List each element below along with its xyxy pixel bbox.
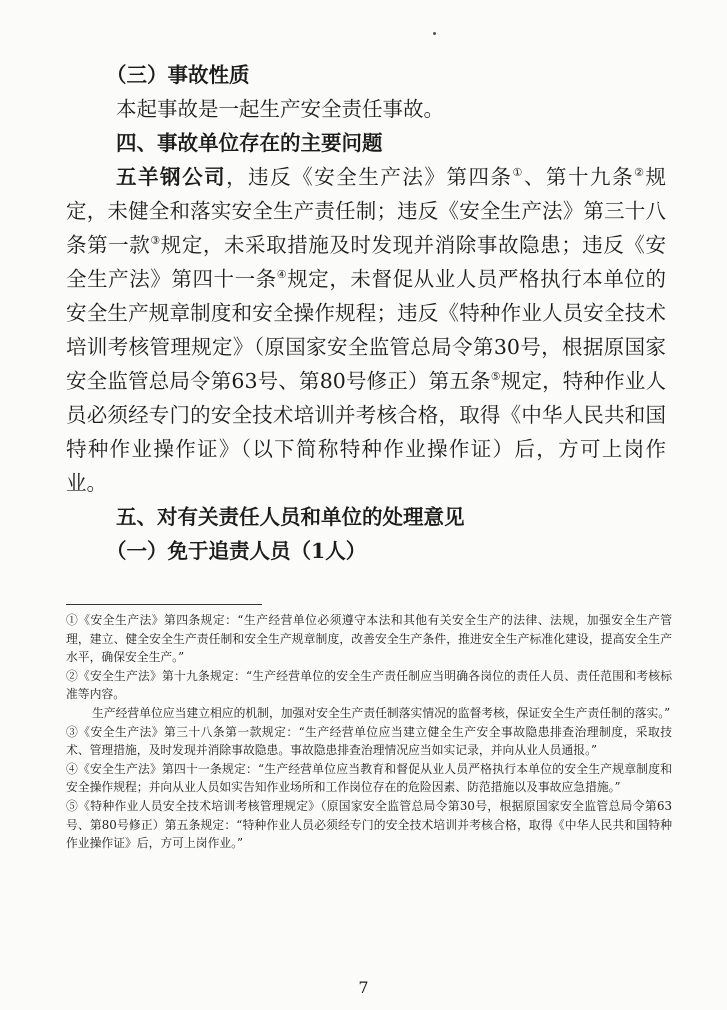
footnote-ref-2[interactable]: ②	[634, 166, 646, 179]
section-heading-problems: 四、事故单位存在的主要问题	[116, 131, 383, 155]
problems-text-6: 规定，特种作业人员必须经专门的安全技术培训并考核合格，取得《中华人民共和国特种作业操作证》（以下简称特种作业操作证）后，方可上岗作业。	[66, 369, 667, 495]
scan-speck	[433, 32, 436, 35]
footnote-ref-4[interactable]: ④	[276, 268, 288, 281]
footnote-2-continued: 生产经营单位应当建立相应的机制，加强对安全生产责任制落实情况的监督考核，保证安全生产责任制的落实。”	[92, 705, 671, 720]
section-heading-handling: 五、对有关责任人员和单位的处理意见	[116, 505, 465, 529]
footnote-ref-3[interactable]: ③	[150, 234, 161, 247]
footnote-1: ①《安全生产法》第四条规定：“生产经营单位必须遵守本法和其他有关安全生产的法律、法规，加强安全生产管理，建立、健全安全生产责任制和安全生产规章制度，改善安全生产条件，推进安全生产标准化建设，提高安全生产水平，确保安全生产。”	[66, 613, 672, 665]
footnote-3: ③《安全生产法》第三十八条第一款规定：“生产经营单位应当建立健全生产安全事故隐患排查治理制度，采取技术、管理措施，及时发现并消除事故隐患。事故隐患排查治理情况应当如实记录，并向从业人员通报。”	[66, 724, 672, 758]
problems-text-4: 规定，未采取措施及时发现并消除事故隐患；违反《安全生产法》第四十一条	[66, 233, 666, 291]
paragraph-problems	[66, 160, 666, 500]
footnote-4: ④《安全生产法》第四十一条规定：“生产经营单位应当教育和督促从业人员严格执行本单位的安全生产规章制度和安全操作规程；并向从业人员如实告知作业场所和工作岗位存在的危险因素、防范措施以及事故应急措施。”	[66, 761, 672, 795]
problems-text-3: 规定，未健全和落实安全生产责任制；违反《安全生产法》第三十八条第一款	[66, 165, 667, 257]
problems-text-5: 规定，未督促从业人员严格执行本单位的安全生产规章制度和安全操作规程；违反《特种作业人员安全技术培训考核管理规定》（原国家安全监管总局令第30号，根据原国家安全监管总局令第63号、第80号修正）第五条	[66, 267, 666, 393]
subsection-heading-exempt: （一）免于追责人员（1人）	[106, 539, 367, 563]
section-heading-nature: （三）事故性质	[106, 63, 250, 87]
paragraph-nature: 本起事故是一起生产安全责任事故。	[116, 97, 444, 121]
footnote-5: ⑤《特种作业人员安全技术培训考核管理规定》（原国家安全监管总局令第30号，根据原国家安全监管总局令第63号、第80号修正）第五条规定：“特种作业人员必须经专门的安全技术培训并考核合格，取得《中华人民共和国特种作业操作证》后，方可上岗作业。”	[66, 798, 672, 851]
footnotes	[66, 611, 672, 853]
problems-text-2: 、第十九条	[523, 165, 635, 189]
main-body	[66, 58, 666, 568]
page-number: 7	[358, 978, 369, 997]
footnote-divider	[66, 604, 262, 605]
problems-text-1: ，违反《安全生产法》第四条	[226, 165, 513, 189]
footnote-ref-5[interactable]: ⑤	[490, 370, 501, 383]
company-name: 五羊钢公司	[116, 165, 227, 189]
footnote-2: ②《安全生产法》第十九条规定：“生产经营单位的安全生产责任制应当明确各岗位的责任人员、责任范围和考核标准等内容。	[66, 668, 672, 702]
footnote-ref-1[interactable]: ①	[512, 166, 524, 179]
